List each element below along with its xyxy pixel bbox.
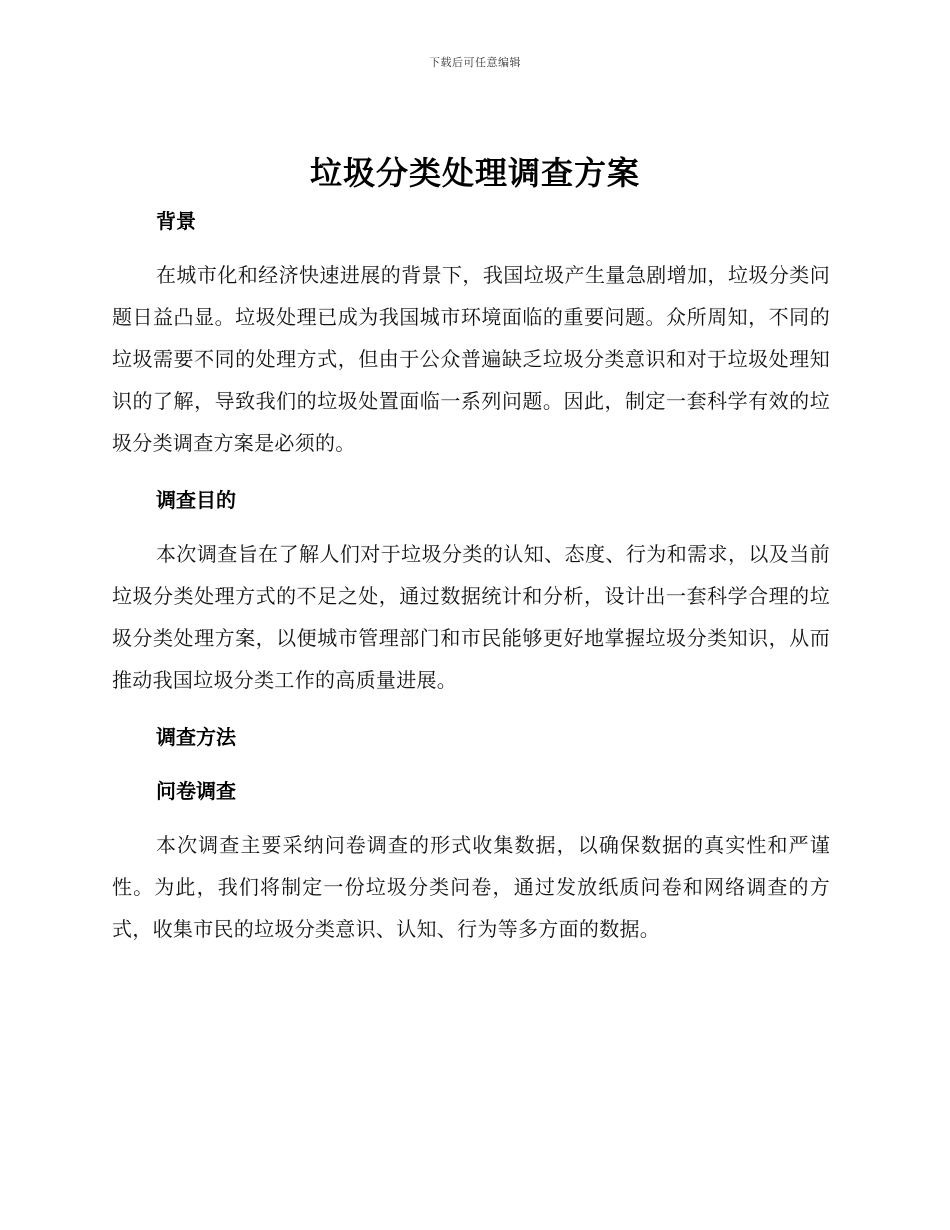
section-paragraph-questionnaire: 本次调查主要采纳问卷调查的形式收集数据，以确保数据的真实性和严谨性。为此，我们将制定一份垃圾分类问卷，通过发放纸质问卷和网络调查的方式，收集市民的垃圾分类意识、认知、行为等多方面的数据。 <box>112 833 830 941</box>
section-heading-questionnaire: 问卷调查 <box>156 779 236 803</box>
section-paragraph-background: 在城市化和经济快速进展的背景下，我国垃圾产生量急剧增加，垃圾分类问题日益凸显。垃圾处理已成为我国城市环境面临的重要问题。众所周知，不同的垃圾需要不同的处理方式，但由于公众普遍缺乏垃圾分类意识和对于垃圾处理知识的了解，导致我们的垃圾处置面临一系列问题。因此，制定一套科学有效的垃圾分类调查方案是必须的。 <box>112 263 830 455</box>
document-title: 垃圾分类处理调查方案 <box>309 154 640 192</box>
header-note: 下载后可任意编辑 <box>429 56 521 69</box>
section-heading-method: 调查方法 <box>156 725 236 749</box>
document-body <box>112 203 830 950</box>
section-heading-purpose: 调查目的 <box>156 488 236 512</box>
section-heading-background: 背景 <box>156 209 196 233</box>
section-paragraph-purpose: 本次调查旨在了解人们对于垃圾分类的认知、态度、行为和需求，以及当前垃圾分类处理方式的不足之处，通过数据统计和分析，设计出一套科学合理的垃圾分类处理方案，以便城市管理部门和市民能够更好地掌握垃圾分类知识，从而推动我国垃圾分类工作的高质量进展。 <box>112 542 830 692</box>
